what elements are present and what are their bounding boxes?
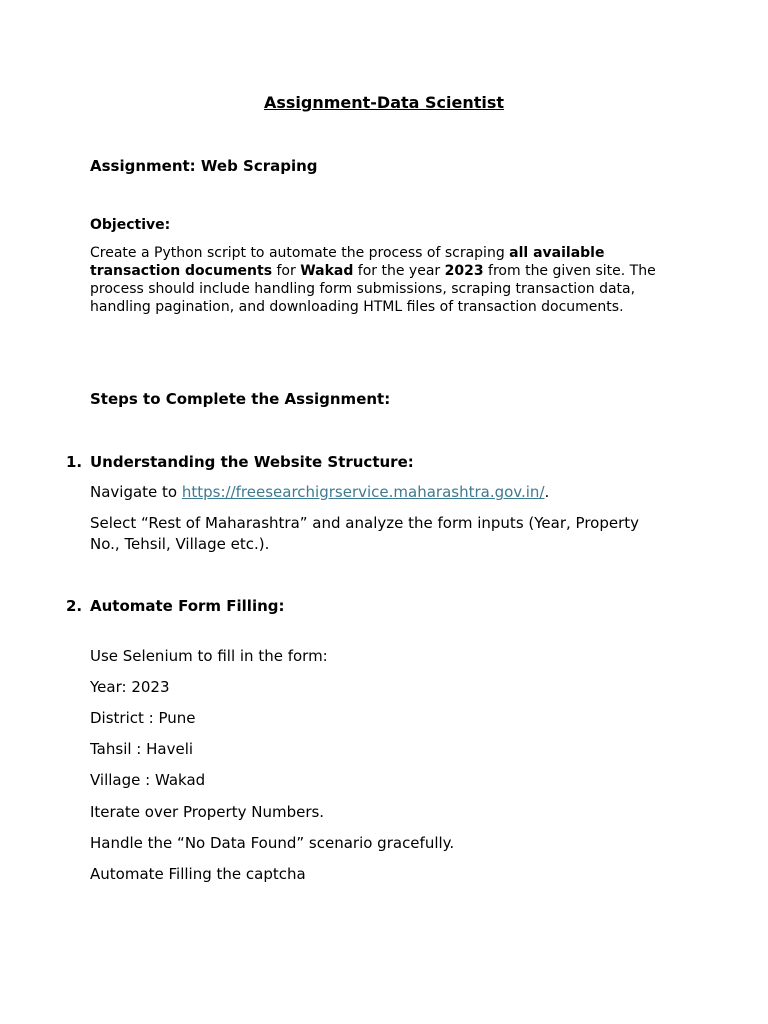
objective-text-part: from the given site. The process should include handling form submissions, scraping transaction data, handling pagination, and downloading HTML files of transaction documents. xyxy=(90,263,656,315)
objective-text-part: for xyxy=(272,263,301,279)
objective-emphasis-location: Wakad xyxy=(300,263,354,279)
document-title: Assignment-Data Scientist xyxy=(263,93,505,112)
step-2-line-year: Year: 2023 xyxy=(90,678,170,696)
objective-text xyxy=(90,244,670,316)
navigate-prefix: Navigate to xyxy=(90,483,182,501)
step-1-title: Understanding the Website Structure: xyxy=(90,453,414,471)
step-2-title: Automate Form Filling: xyxy=(90,597,285,615)
objective-label: Objective: xyxy=(90,217,171,233)
step-2-line-iterate: Iterate over Property Numbers. xyxy=(90,803,325,821)
step-2-line-village: Village : Wakad xyxy=(90,771,206,789)
step-1-select-text: Select “Rest of Maharashtra” and analyze the form inputs (Year, Property No., Tehsil, Village etc.). xyxy=(90,514,640,553)
step-2-line-captcha: Automate Filling the captcha xyxy=(90,865,306,883)
step-2-number: 2. xyxy=(66,597,83,615)
objective-emphasis-scope: all available transaction documents xyxy=(90,245,605,279)
step-1-navigate-line xyxy=(90,482,660,503)
step-2-line-district: District : Pune xyxy=(90,709,196,727)
step-2-line-selenium: Use Selenium to fill in the form: xyxy=(90,647,328,665)
objective-text-part: for the year xyxy=(353,263,445,279)
navigate-suffix: . xyxy=(544,483,550,501)
website-link[interactable]: https://freesearchigrservice.maharashtra.gov.in/ xyxy=(181,483,545,501)
step-1-number: 1. xyxy=(66,453,83,471)
step-2-line-no-data: Handle the “No Data Found” scenario gracefully. xyxy=(90,834,455,852)
assignment-heading: Assignment: Web Scraping xyxy=(90,157,318,175)
objective-emphasis-year: 2023 xyxy=(444,263,484,279)
step-2-line-tahsil: Tahsil : Haveli xyxy=(90,740,194,758)
steps-heading: Steps to Complete the Assignment: xyxy=(90,390,391,408)
objective-text-part: Create a Python script to automate the process of scraping xyxy=(90,245,510,261)
